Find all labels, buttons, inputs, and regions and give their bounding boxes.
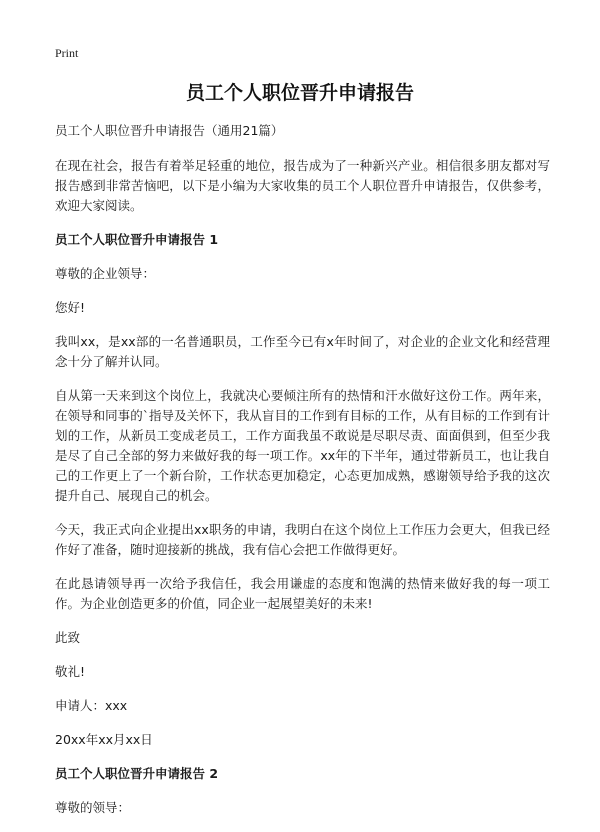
document-subtitle: 员工个人职位晋升申请报告（通用21篇） (55, 123, 284, 138)
print-link[interactable]: Print (55, 46, 79, 60)
date-line: 20xx年xx月xx日 (55, 732, 153, 747)
page-title: 员工个人职位晋升申请报告 (185, 82, 414, 104)
section-heading-1: 员工个人职位晋升申请报告 1 (55, 232, 219, 247)
body-paragraph-2: 自从第一天来到这个岗位上，我就决心要倾注所有的热情和汗水做好这份工作。两年来，在领导和同事的`指导及关怀下，我从盲目的工作到有目标的工作，从有目标的工作到有计划的工作，从新员工变成老员工，工作方面我虽不敢说是尽职尽责、面面俱到，但至少我是尽了自己全部的努力来做好我的每一项工作。xx年的下半年，通过带新员工，也让我自己的工作更上了一个新台阶，工作状态更加稳定，心态更加成熟，感谢领导给予我的这次提升自己、展现自己的机会。 (55, 388, 550, 503)
body-paragraph-4: 在此恳请领导再一次给予我信任，我会用谦虚的态度和饱满的热情来做好我的每一项工作。为企业创造更多的价值，同企业一起展望美好的未来! (55, 576, 550, 611)
closing-line-1: 此致 (55, 630, 81, 645)
document-body (55, 121, 550, 832)
greeting: 您好! (55, 300, 86, 315)
applicant-line: 申请人：xxx (55, 698, 128, 713)
body-paragraph-1: 我叫xx，是xx部的一名普通职员，工作至今已有x年时间了，对企业的企业文化和经营理念十分了解并认同。 (55, 334, 550, 369)
intro-paragraph: 在现在社会，报告有着举足轻重的地位，报告成为了一种新兴产业。相信很多朋友都对写报告感到非常苦恼吧，以下是小编为大家收集的员工个人职位晋升申请报告，仅供参考，欢迎大家阅读。 (55, 158, 550, 213)
closing-line-2: 敬礼! (55, 664, 86, 679)
body-paragraph-3: 今天，我正式向企业提出xx职务的申请，我明白在这个岗位上工作压力会更大，但我已经作好了准备，随时迎接新的挑战，我有信心会把工作做得更好。 (55, 522, 550, 557)
salutation: 尊敬的企业领导： (55, 266, 156, 281)
salutation-2: 尊敬的领导： (55, 800, 131, 815)
section-heading-2: 员工个人职位晋升申请报告 2 (55, 766, 219, 781)
